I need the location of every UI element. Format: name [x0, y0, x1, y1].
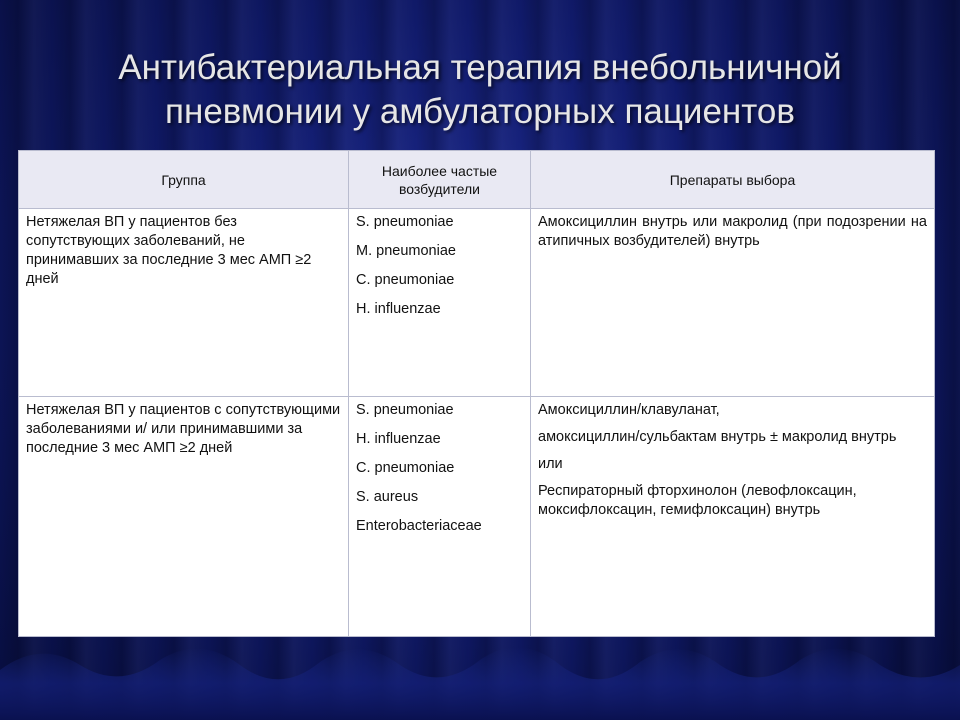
pathogen-item: S. aureus: [356, 489, 419, 505]
pathogen-item: H. influenzae: [356, 301, 441, 317]
row-2-group: Нетяжелая ВП у пациентов с сопутствующими заболеваниями и/ или принимавшими за последние 3 мес АМП ≥2 дней: [19, 397, 349, 637]
table-row: [19, 209, 935, 397]
therapy-table-container: [18, 150, 934, 636]
pathogen-item: H. influenzae: [356, 431, 441, 447]
table-row: [19, 397, 935, 637]
pathogen-item: Enterobacteriaceae: [356, 518, 482, 534]
header-pathogens: Наиболее частые возбудители: [349, 151, 531, 209]
slide-title-line-1: Антибактериальная терапия внебольничной: [118, 48, 842, 87]
therapy-table: [18, 150, 935, 637]
pathogen-item: S. pneumoniae: [356, 214, 454, 230]
row-2-drugs: [531, 397, 935, 637]
row-1-group: Нетяжелая ВП у пациентов без сопутствующих заболеваний, не принимавших за последние 3 мес АМП ≥2 дней: [19, 209, 349, 397]
row-1-pathogens: [349, 209, 531, 397]
table-header-row: [19, 151, 935, 209]
pathogen-item: C. pneumoniae: [356, 460, 455, 476]
row-1-drugs: [531, 209, 935, 397]
drug-item: Амоксициллин/клавуланат,: [538, 402, 720, 418]
pathogen-item: C. pneumoniae: [356, 272, 455, 288]
drug-item: Респираторный фторхинолон (левофлоксацин, моксифлоксацин, гемифлоксацин) внутрь: [538, 483, 857, 518]
drug-item: амоксициллин/сульбактам внутрь ± макролид внутрь: [538, 429, 897, 445]
header-group: Группа: [19, 151, 349, 209]
row-2-pathogens: [349, 397, 531, 637]
slide-title: [40, 46, 920, 134]
drug-item: Амоксициллин внутрь или макролид (при подозрении на атипичных возбудителей) внутрь: [538, 214, 927, 249]
pathogen-item: S. pneumoniae: [356, 402, 454, 418]
slide-title-line-2: пневмонии у амбулаторных пациентов: [165, 92, 795, 131]
header-drugs: Препараты выбора: [531, 151, 935, 209]
pathogen-item: M. pneumoniae: [356, 243, 456, 259]
drug-item: или: [538, 456, 563, 472]
